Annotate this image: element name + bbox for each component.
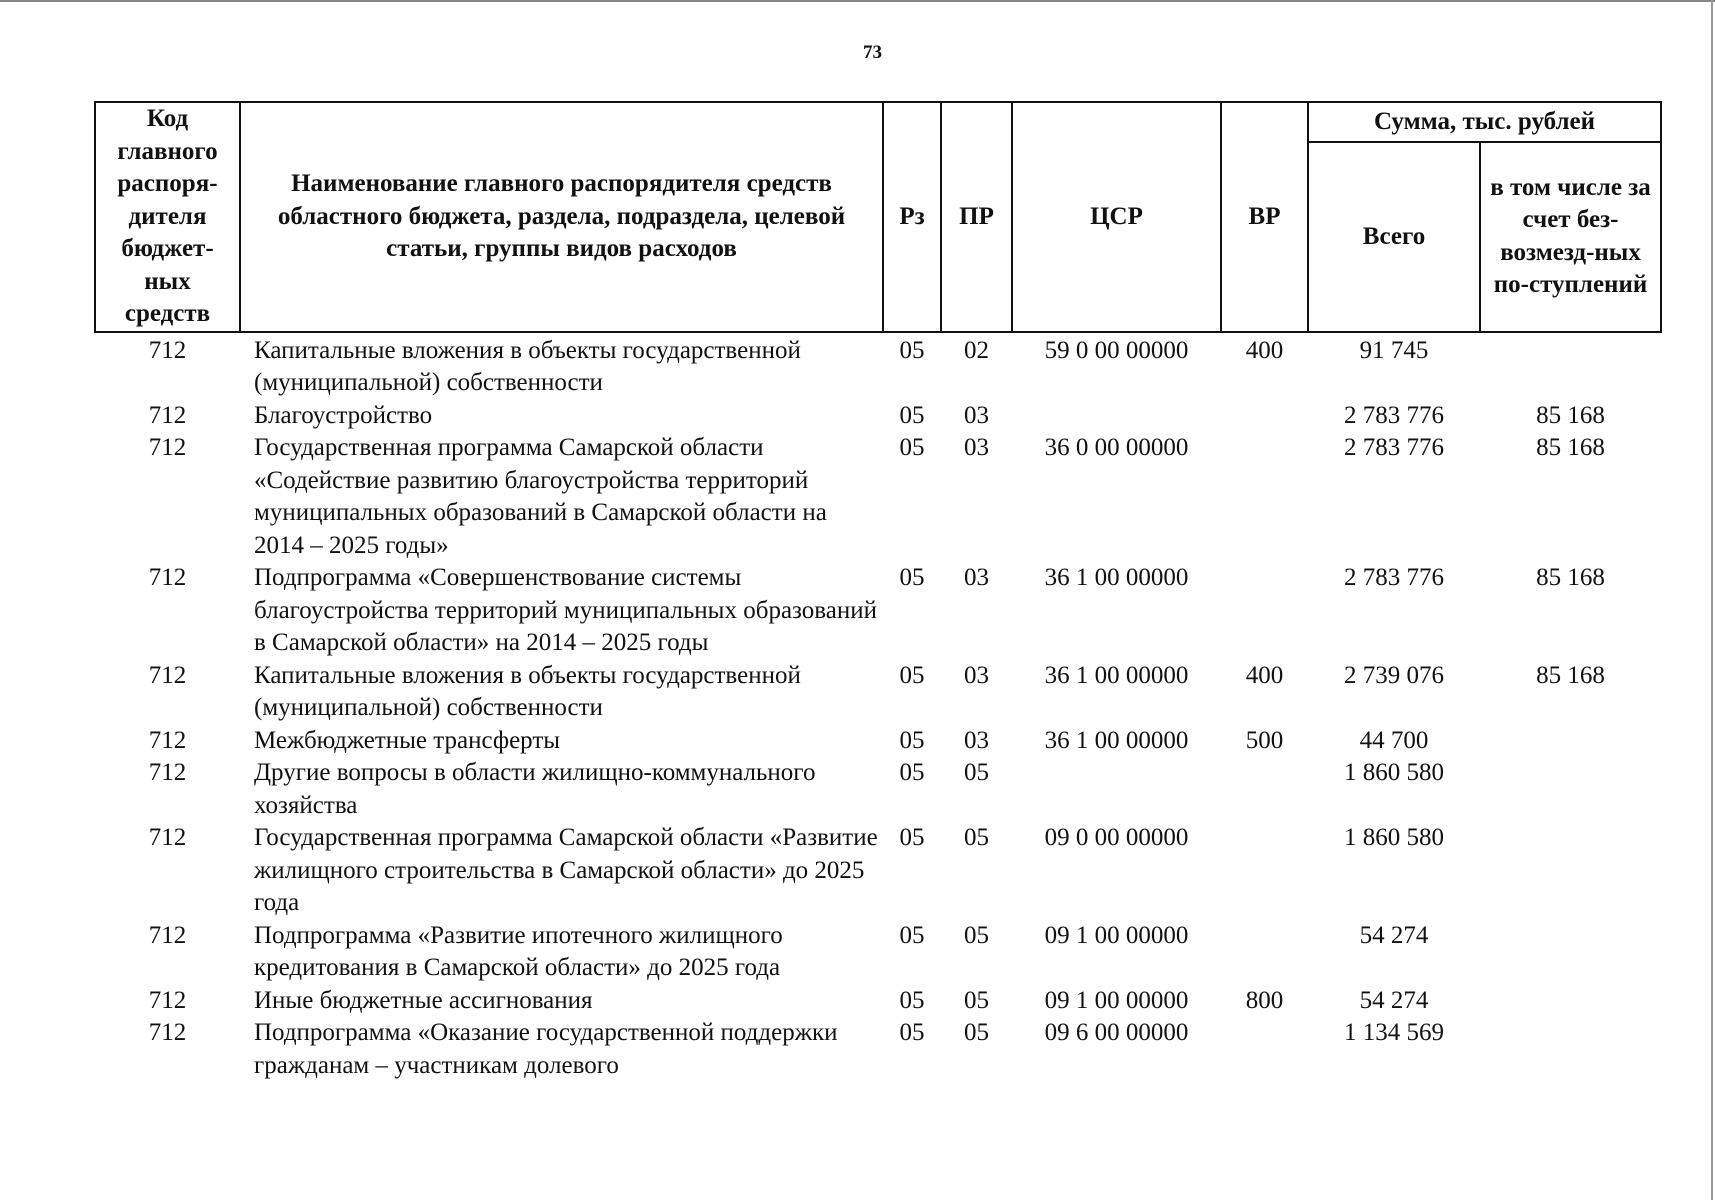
cell-vr	[1221, 432, 1308, 562]
header-free	[1480, 142, 1661, 332]
cell-csr: 36 1 00 00000	[1044, 564, 1189, 591]
cell-vr	[1221, 757, 1308, 822]
cell-total: 2 783 776	[1344, 564, 1444, 591]
table-row	[95, 400, 1661, 433]
cell-csr: 09 1 00 00000	[1044, 921, 1189, 949]
cell-code: 712	[148, 726, 187, 754]
cell-code: 712	[148, 661, 187, 689]
cell-total: 1 860 580	[1344, 759, 1444, 786]
header-total-label: Всего	[1362, 222, 1426, 250]
cell-code: 712	[148, 336, 187, 364]
cell-rz: 05	[899, 759, 925, 786]
cell-total: 2 783 776	[1344, 434, 1444, 461]
cell-pr: 03	[964, 434, 989, 461]
cell-name: Капитальные вложения в объекты государственной (муниципальной) собственности	[254, 336, 801, 396]
cell-free	[1480, 920, 1661, 985]
cell-name: Подпрограмма «Развитие ипотечного жилищного кредитования в Самарской области» до 2025 года	[254, 921, 783, 981]
header-sum-group-label: Сумма, тыс. рублей	[1373, 107, 1596, 135]
cell-csr: 36 1 00 00000	[1044, 661, 1189, 689]
cell-total: 54 274	[1359, 921, 1429, 949]
cell-name: Подпрограмма «Совершенствование системы благоустройства территорий муниципальных образований в Самарской области» на 2014 – 2025 годы	[254, 564, 877, 656]
cell-pr: 05	[964, 921, 989, 949]
table-row	[95, 920, 1661, 985]
right-border-line	[1711, 0, 1713, 1200]
header-pr	[941, 102, 1012, 332]
cell-rz: 05	[899, 564, 925, 591]
cell-vr: 500	[1245, 726, 1284, 754]
cell-name: Государственная программа Самарской области «Содействие развитию благоустройства территорий муниципальных образований в Самарской области на 2014 – 2025 годы»	[254, 434, 827, 559]
cell-csr: 09 1 00 00000	[1044, 986, 1189, 1014]
cell-rz: 05	[899, 726, 925, 754]
cell-csr	[1012, 400, 1221, 433]
cell-rz: 05	[899, 1019, 925, 1046]
header-pr-label: ПР	[959, 202, 994, 230]
page-number: 73	[863, 42, 882, 63]
table-row	[95, 562, 1661, 660]
cell-pr: 03	[964, 726, 989, 754]
cell-vr	[1221, 400, 1308, 433]
cell-free	[1480, 985, 1661, 1018]
table-row	[95, 332, 1661, 400]
cell-code: 712	[148, 564, 187, 591]
cell-csr	[1012, 757, 1221, 822]
cell-csr: 59 0 00 00000	[1044, 336, 1189, 364]
cell-csr: 09 0 00 00000	[1044, 824, 1189, 851]
cell-pr: 02	[964, 336, 989, 364]
cell-code: 712	[148, 759, 187, 786]
cell-pr: 05	[964, 986, 989, 1014]
cell-free	[1480, 1017, 1661, 1082]
table-row	[95, 757, 1661, 822]
cell-code: 712	[148, 986, 187, 1014]
cell-pr: 03	[964, 564, 989, 591]
cell-pr: 03	[964, 401, 989, 429]
cell-name: Другие вопросы в области жилищно-коммунального хозяйства	[254, 759, 816, 819]
table-row	[95, 822, 1661, 920]
cell-code: 712	[148, 401, 187, 429]
cell-name: Межбюджетные трансферты	[254, 726, 561, 754]
header-name-label: Наименование главного распорядителя средств областного бюджета, раздела, подраздела, целевой статьи, группы видов расходов	[277, 170, 846, 262]
cell-code: 712	[148, 1019, 187, 1046]
cell-pr: 05	[964, 759, 989, 786]
cell-free	[1480, 332, 1661, 400]
cell-free: 85 168	[1536, 661, 1605, 689]
cell-total: 2 783 776	[1344, 401, 1444, 429]
cell-name: Государственная программа Самарской области «Развитие жилищного строительства в Самарской области» до 2025 года	[254, 824, 878, 916]
header-rz-label: Рз	[899, 202, 925, 230]
table-header	[95, 102, 1661, 332]
cell-total: 54 274	[1359, 986, 1429, 1014]
cell-total: 44 700	[1359, 726, 1429, 754]
table-row	[95, 432, 1661, 562]
cell-csr: 36 0 00 00000	[1044, 434, 1189, 461]
cell-free: 85 168	[1536, 401, 1605, 429]
cell-rz: 05	[899, 661, 925, 689]
cell-vr: 400	[1245, 661, 1284, 689]
header-csr-label: ЦСР	[1090, 202, 1143, 230]
header-total	[1308, 142, 1480, 332]
cell-name: Иные бюджетные ассигнования	[254, 986, 593, 1014]
cell-vr	[1221, 562, 1308, 660]
cell-code: 712	[148, 434, 187, 461]
cell-vr	[1221, 1017, 1308, 1082]
cell-pr: 03	[964, 661, 989, 689]
table-row	[95, 1017, 1661, 1082]
cell-rz: 05	[899, 824, 925, 851]
cell-csr: 36 1 00 00000	[1044, 726, 1189, 754]
top-border-line	[0, 0, 1715, 2]
cell-pr: 05	[964, 1019, 989, 1046]
table-row	[95, 985, 1661, 1018]
cell-free	[1480, 757, 1661, 822]
cell-free	[1480, 822, 1661, 920]
cell-vr: 400	[1245, 336, 1284, 364]
cell-rz: 05	[899, 336, 925, 364]
cell-name: Благоустройство	[254, 401, 433, 429]
cell-total: 1 134 569	[1344, 1019, 1444, 1046]
cell-vr	[1221, 920, 1308, 985]
cell-vr: 800	[1245, 986, 1284, 1014]
header-rz	[883, 102, 941, 332]
header-vr	[1221, 102, 1308, 332]
table-body	[95, 332, 1661, 1083]
cell-code: 712	[148, 824, 187, 851]
cell-free	[1480, 725, 1661, 758]
header-free-label: в том числе за счет без-возмезд-ных по-ступлений	[1490, 173, 1651, 299]
cell-csr: 09 6 00 00000	[1044, 1019, 1189, 1046]
table-row	[95, 660, 1661, 725]
header-name	[240, 102, 883, 332]
header-csr	[1012, 102, 1221, 332]
cell-code: 712	[148, 921, 187, 949]
cell-total: 1 860 580	[1344, 824, 1444, 851]
cell-free: 85 168	[1536, 564, 1605, 591]
cell-vr	[1221, 822, 1308, 920]
cell-free: 85 168	[1536, 434, 1605, 461]
cell-name: Капитальные вложения в объекты государственной (муниципальной) собственности	[254, 661, 801, 721]
cell-rz: 05	[899, 401, 925, 429]
cell-total: 91 745	[1359, 336, 1429, 364]
header-code	[95, 102, 240, 332]
header-vr-label: ВР	[1248, 202, 1281, 230]
cell-name: Подпрограмма «Оказание государственной поддержки гражданам – участникам долевого	[254, 1019, 838, 1079]
header-sum-group	[1308, 102, 1661, 142]
table-row	[95, 725, 1661, 758]
cell-rz: 05	[899, 986, 925, 1014]
budget-table	[94, 101, 1662, 1082]
cell-total: 2 739 076	[1344, 661, 1444, 689]
cell-rz: 05	[899, 434, 925, 461]
cell-pr: 05	[964, 824, 989, 851]
cell-rz: 05	[899, 921, 925, 949]
header-code-label: Код главного распоря-дителя бюджет-ных средств	[117, 105, 218, 327]
